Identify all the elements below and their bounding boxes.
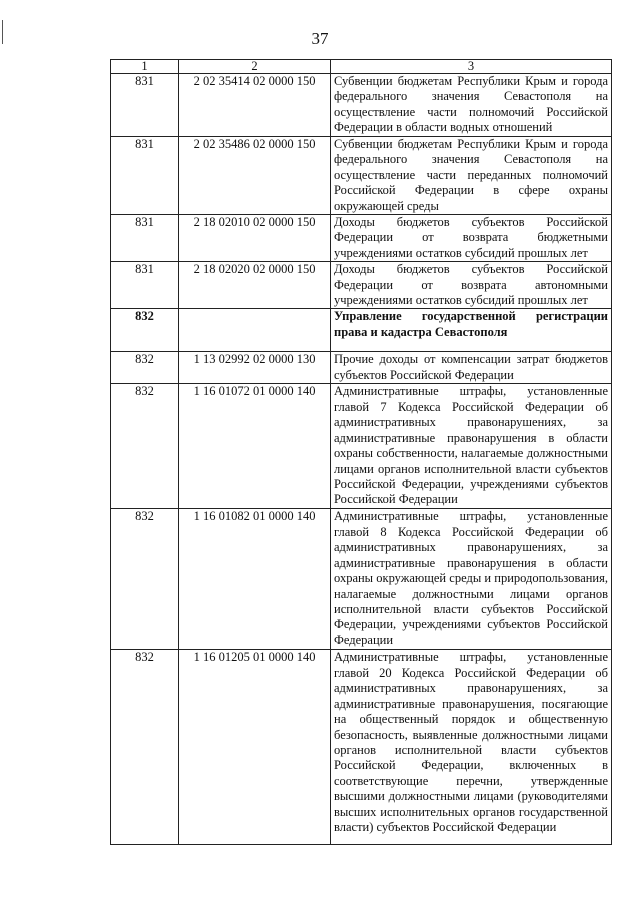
budget-code-cell: 1 16 01072 01 0000 140 (179, 384, 331, 509)
admin-code-cell: 831 (111, 262, 179, 309)
column-header-name: 3 (331, 60, 612, 74)
admin-code-cell: 831 (111, 215, 179, 262)
table-row (111, 215, 612, 262)
revenue-name-cell: Субвенции бюджетам Республики Крым и города федерального значения Севастополя на осуществление части переданных полномочий Российской Федерации в сфере охраны окружающей среды (331, 137, 612, 215)
revenue-name-cell: Доходы бюджетов субъектов Российской Федерации от возврата бюджетными учреждениями остатков субсидий прошлых лет (331, 215, 612, 262)
budget-code-cell: 2 02 35486 02 0000 150 (179, 137, 331, 215)
budget-code-cell: 2 02 35414 02 0000 150 (179, 74, 331, 137)
revenue-name-cell: Субвенции бюджетам Республики Крым и города федерального значения Севастополя на осуществление части полномочий Российской Федерации в области водных отношений (331, 74, 612, 137)
revenue-name-cell: Административные штрафы, установленные главой 20 Кодекса Российской Федерации об административных правонарушениях, за административные правонарушения, посягающие на общественный порядок и общественную безопасность, выявленные должностными лицами органов исполнительной власти субъектов Российской Федерации, включенных в соответствующие перечни, утвержденные высшими должностными лицами (руководителями высших исполнительных органов государственной власти) субъектов Российской Федерации (331, 650, 612, 845)
revenue-name-cell: Административные штрафы, установленные главой 7 Кодекса Российской Федерации об административных правонарушениях, за административные правонарушения в области охраны собственности, налагаемые должностными лицами органов исполнительной власти субъектов Российской Федерации, учреждениями субъектов Российской Федерации (331, 384, 612, 509)
budget-code-cell: 1 16 01205 01 0000 140 (179, 650, 331, 845)
revenue-name-cell: Административные штрафы, установленные главой 8 Кодекса Российской Федерации об административных правонарушениях, за административные правонарушения в области охраны окружающей среды и природопользования, налагаемые должностными лицами органов исполнительной власти субъектов Российской Федерации, учреждениями субъектов Российской Федерации (331, 509, 612, 650)
budget-code-cell: 1 16 01082 01 0000 140 (179, 509, 331, 650)
budget-code-cell: 1 13 02992 02 0000 130 (179, 352, 331, 384)
budget-code-cell (179, 309, 331, 352)
admin-code-cell: 832 (111, 384, 179, 509)
revenue-name-cell: Доходы бюджетов субъектов Российской Федерации от возврата автономными учреждениями остатков субсидий прошлых лет (331, 262, 612, 309)
table-row (111, 352, 612, 384)
revenue-name-cell: Прочие доходы от компенсации затрат бюджетов субъектов Российской Федерации (331, 352, 612, 384)
table-row (111, 650, 612, 845)
section-title-cell: Управление государственной регистрации права и кадастра Севастополя (331, 309, 612, 352)
table-row (111, 137, 612, 215)
admin-code-cell: 832 (111, 509, 179, 650)
column-header-admin: 1 (111, 60, 179, 74)
admin-code-cell: 832 (111, 352, 179, 384)
budget-code-cell: 2 18 02010 02 0000 150 (179, 215, 331, 262)
admin-code-cell: 832 (111, 309, 179, 352)
revenue-codes-table (110, 59, 612, 845)
table-header-row (111, 60, 612, 74)
table-row (111, 262, 612, 309)
admin-code-cell: 831 (111, 137, 179, 215)
table-row (111, 74, 612, 137)
admin-code-cell: 832 (111, 650, 179, 845)
column-header-code: 2 (179, 60, 331, 74)
page-number: 37 (311, 29, 329, 48)
table-row (111, 509, 612, 650)
table-row-section (111, 309, 612, 352)
table-row (111, 384, 612, 509)
budget-code-cell: 2 18 02020 02 0000 150 (179, 262, 331, 309)
admin-code-cell: 831 (111, 74, 179, 137)
